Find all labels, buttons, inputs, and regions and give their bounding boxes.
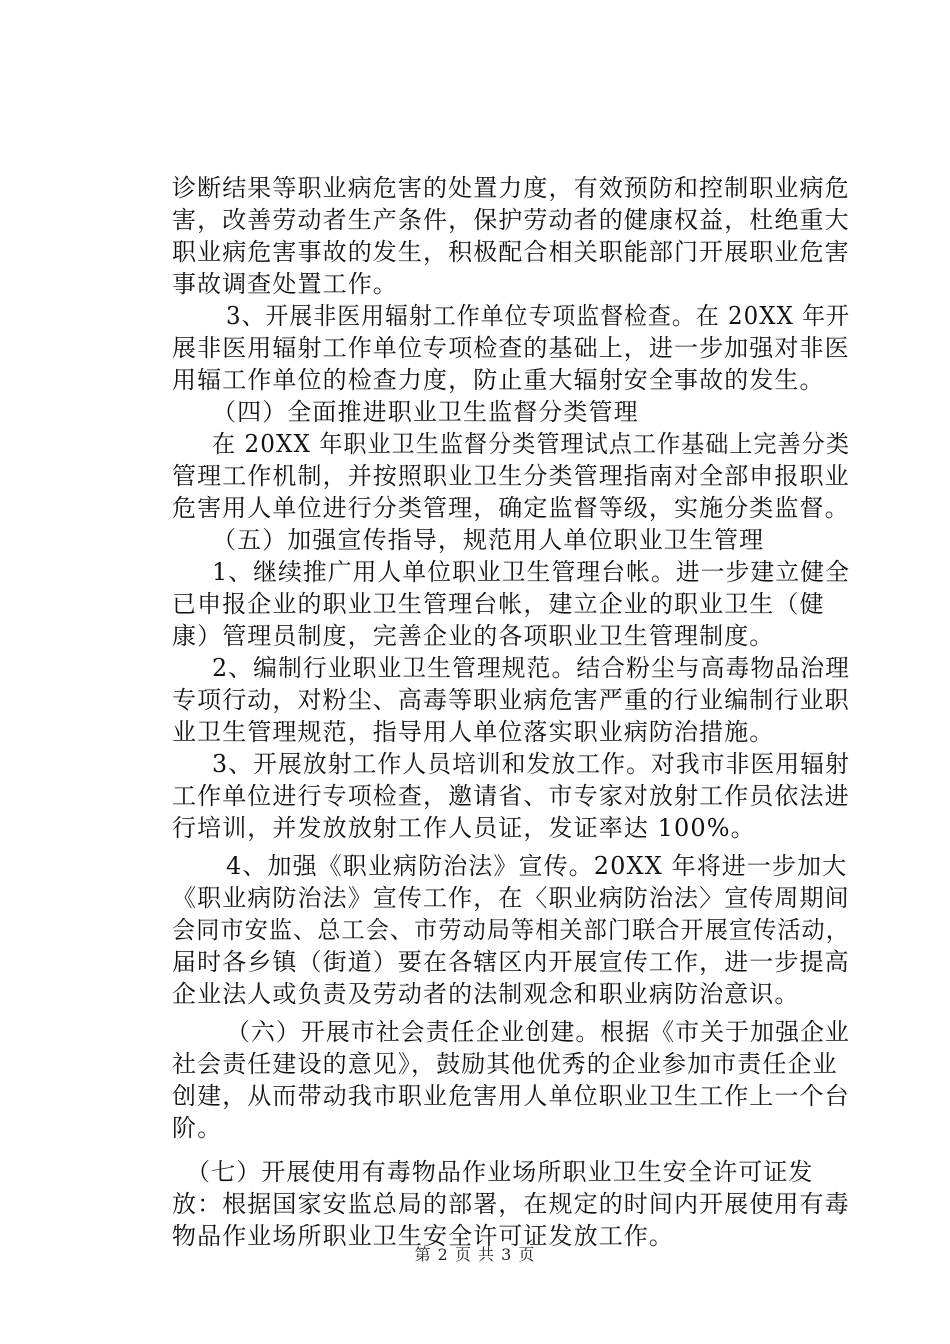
text-line: 管理工作机制，并按照职业卫生分类管理指南对全部申报职业	[172, 462, 850, 490]
text-line: 届时各乡镇（街道）要在各辖区内开展宣传工作，进一步提高	[172, 948, 850, 976]
text-line: 放：根据国家安监总局的部署，在规定的时间内开展使用有毒	[172, 1190, 850, 1218]
text-line: 社会责任建设的意见》，鼓励其他优秀的企业参加市责任企业	[172, 1050, 838, 1078]
text-line: 诊断结果等职业病危害的处置力度，有效预防和控制职业病危	[172, 174, 850, 202]
text-line: 害，改善劳动者生产条件，保护劳动者的健康权益，杜绝重大	[172, 206, 850, 234]
section-heading: （四）全面推进职业卫生监督分类管理	[212, 398, 639, 426]
text-line: （七）开展使用有毒物品作业场所职业卫生安全许可证发	[186, 1158, 814, 1186]
text-line: 业卫生管理规范，指导用人单位落实职业病防治措施。	[172, 718, 775, 746]
text-line: 会同市安监、总工会、市劳动局等相关部门联合开展宣传活动，	[172, 916, 851, 944]
text-line: 康）管理员制度，完善企业的各项职业卫生管理制度。	[172, 622, 775, 650]
text-line: 3、开展非医用辐射工作单位专项监督检查。在 20XX 年开	[226, 302, 851, 330]
text-line: 阶。	[172, 1114, 223, 1142]
text-line: 事故调查处置工作。	[172, 270, 398, 298]
text-line: 展非医用辐射工作单位专项检查的基础上，进一步加强对非医	[172, 334, 850, 362]
text-line: 2、编制行业职业卫生管理规范。结合粉尘与高毒物品治理	[212, 654, 851, 682]
page-number-footer: 第 2 页 共 3 页	[414, 1245, 536, 1264]
text-line: 1、继续推广用人单位职业卫生管理台帐。进一步建立健全	[212, 558, 851, 586]
text-line: 专项行动，对粉尘、高毒等职业病危害严重的行业编制行业职	[172, 686, 850, 714]
text-line: 职业病危害事故的发生，积极配合相关职能部门开展职业危害	[172, 238, 850, 266]
text-line: （六）开展市社会责任企业创建。根据《市关于加强企业	[226, 1018, 850, 1046]
text-line: 物品作业场所职业卫生安全许可证发放工作。	[172, 1222, 674, 1250]
section-heading: （五）加强宣传指导，规范用人单位职业卫生管理	[212, 526, 765, 554]
text-line: 行培训，并发放放射工作人员证，发证率达 100%。	[172, 814, 756, 842]
text-line: 4、加强《职业病防治法》宣传。20XX 年将进一步加大	[226, 852, 848, 880]
text-line: 在 20XX 年职业卫生监督分类管理试点工作基础上完善分类	[212, 430, 850, 458]
text-line: 3、开展放射工作人员培训和发放工作。对我市非医用辐射	[212, 750, 851, 778]
text-line: 《职业病防治法》宣传工作，在〈职业病防治法〉宣传周期间	[172, 884, 850, 912]
text-line: 工作单位进行专项检查，邀请省、市专家对放射工作员依法进	[172, 782, 850, 810]
text-line: 危害用人单位进行分类管理，确定监督等级，实施分类监督。	[172, 494, 850, 522]
text-line: 企业法人或负责及劳动者的法制观念和职业病防治意识。	[172, 980, 800, 1008]
text-line: 用辐工作单位的检查力度，防止重大辐射安全事故的发生。	[172, 366, 825, 394]
text-line: 已申报企业的职业卫生管理台帐，建立企业的职业卫生（健	[172, 590, 825, 618]
text-line: 创建，从而带动我市职业危害用人单位职业卫生工作上一个台	[172, 1082, 850, 1110]
